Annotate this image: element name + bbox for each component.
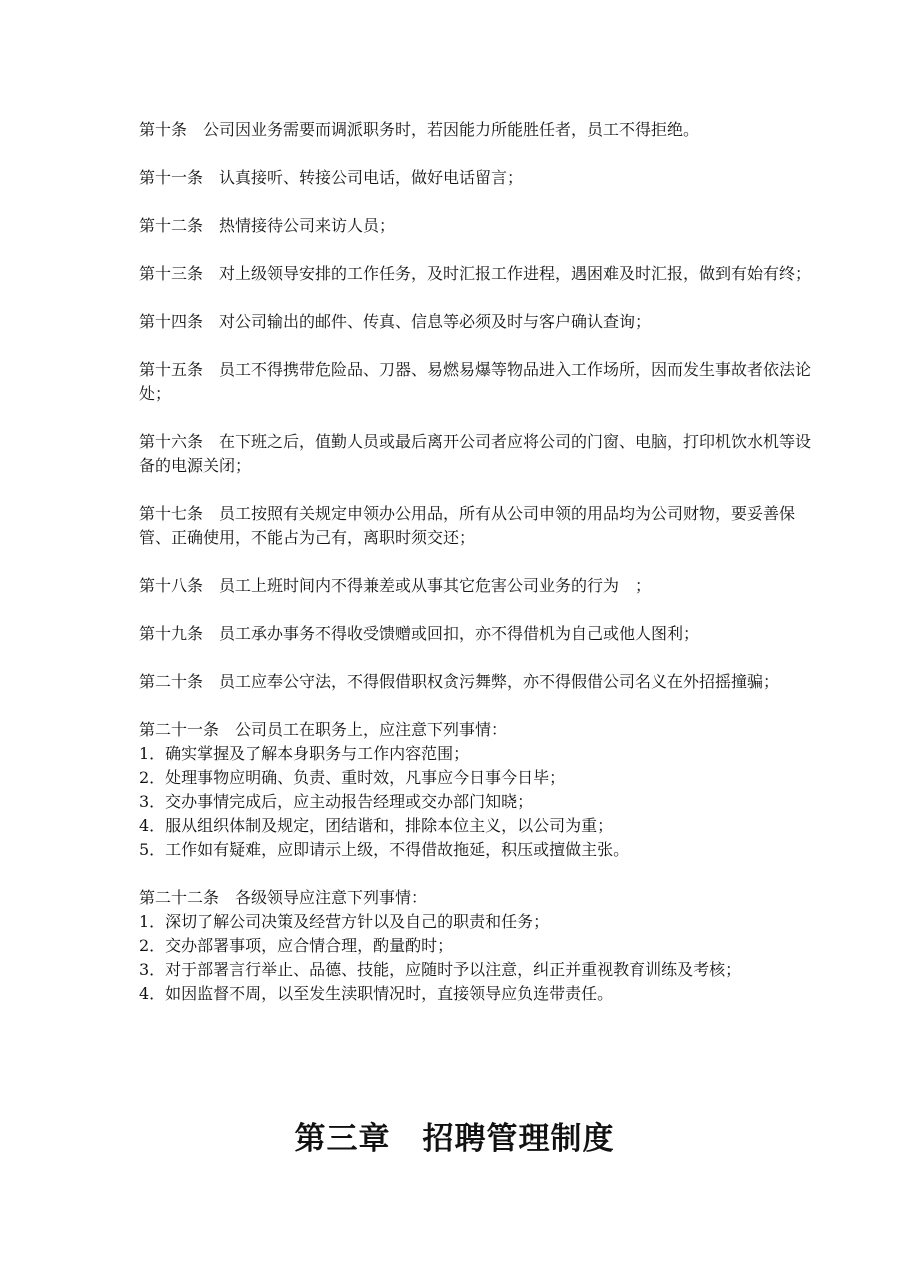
article-13: 第十三条 对上级领导安排的工作任务，及时汇报工作进程，遇困难及时汇报，做到有始有终； bbox=[139, 264, 812, 283]
list-item: 2．处理事物应明确、负责、重时效，凡事应今日事今日毕； bbox=[139, 768, 566, 787]
document-body bbox=[139, 118, 824, 1030]
list-item: 4．如因监督不周，以至发生渎职情况时，直接领导应负连带责任。 bbox=[139, 984, 614, 1003]
article-14: 第十四条 对公司输出的邮件、传真、信息等必须及时与客户确认查询； bbox=[139, 312, 652, 331]
article-21-heading: 第二十一条 公司员工在职务上，应注意下列事情： bbox=[139, 720, 508, 739]
article-20: 第二十条 员工应奉公守法，不得假借职权贪污舞弊，亦不得假借公司名义在外招摇撞骗； bbox=[139, 672, 780, 691]
article-15: 第十五条 员工不得携带危险品、刀器、易燃易爆等物品进入工作场所，因而发生事故者依法论处； bbox=[139, 360, 812, 403]
list-item: 5．工作如有疑难，应即请示上级，不得借故拖延，积压或擅做主张。 bbox=[139, 840, 630, 859]
article-17: 第十七条 员工按照有关规定申领办公用品，所有从公司申领的用品均为公司财物，要妥善保管、正确使用，不能占为己有，离职时须交还； bbox=[139, 504, 796, 547]
article-21 bbox=[139, 718, 824, 862]
article-22-heading: 第二十二条 各级领导应注意下列事情： bbox=[139, 888, 428, 907]
article-22 bbox=[139, 886, 824, 1006]
article-16: 第十六条 在下班之后，值勤人员或最后离开公司者应将公司的门窗、电脑，打印机饮水机等设备的电源关闭； bbox=[139, 432, 812, 475]
list-item: 2．交办部署事项，应合情合理，酌量酌时； bbox=[139, 936, 454, 955]
list-item: 1．确实掌握及了解本身职务与工作内容范围； bbox=[139, 744, 470, 763]
list-item: 1．深切了解公司决策及经营方针以及自己的职责和任务； bbox=[139, 912, 550, 931]
list-item: 3．交办事情完成后，应主动报告经理或交办部门知晓； bbox=[139, 792, 534, 811]
article-19: 第十九条 员工承办事务不得收受馈赠或回扣，亦不得借机为自己或他人图利； bbox=[139, 624, 700, 643]
article-11: 第十一条 认真接听、转接公司电话，做好电话留言； bbox=[139, 168, 524, 187]
chapter-title: 第三章 招聘管理制度 bbox=[294, 1120, 615, 1157]
list-item: 3．对于部署言行举止、品德、技能，应随时予以注意，纠正并重视教育训练及考核； bbox=[139, 960, 742, 979]
article-18: 第十八条 员工上班时间内不得兼差或从事其它危害公司业务的行为 ； bbox=[139, 576, 652, 595]
article-10: 第十条 公司因业务需要而调派职务时，若因能力所能胜任者，员工不得拒绝。 bbox=[139, 120, 700, 139]
list-item: 4．服从组织体制及规定，团结谐和，排除本位主义，以公司为重； bbox=[139, 816, 614, 835]
article-12: 第十二条 热情接待公司来访人员； bbox=[139, 216, 396, 235]
